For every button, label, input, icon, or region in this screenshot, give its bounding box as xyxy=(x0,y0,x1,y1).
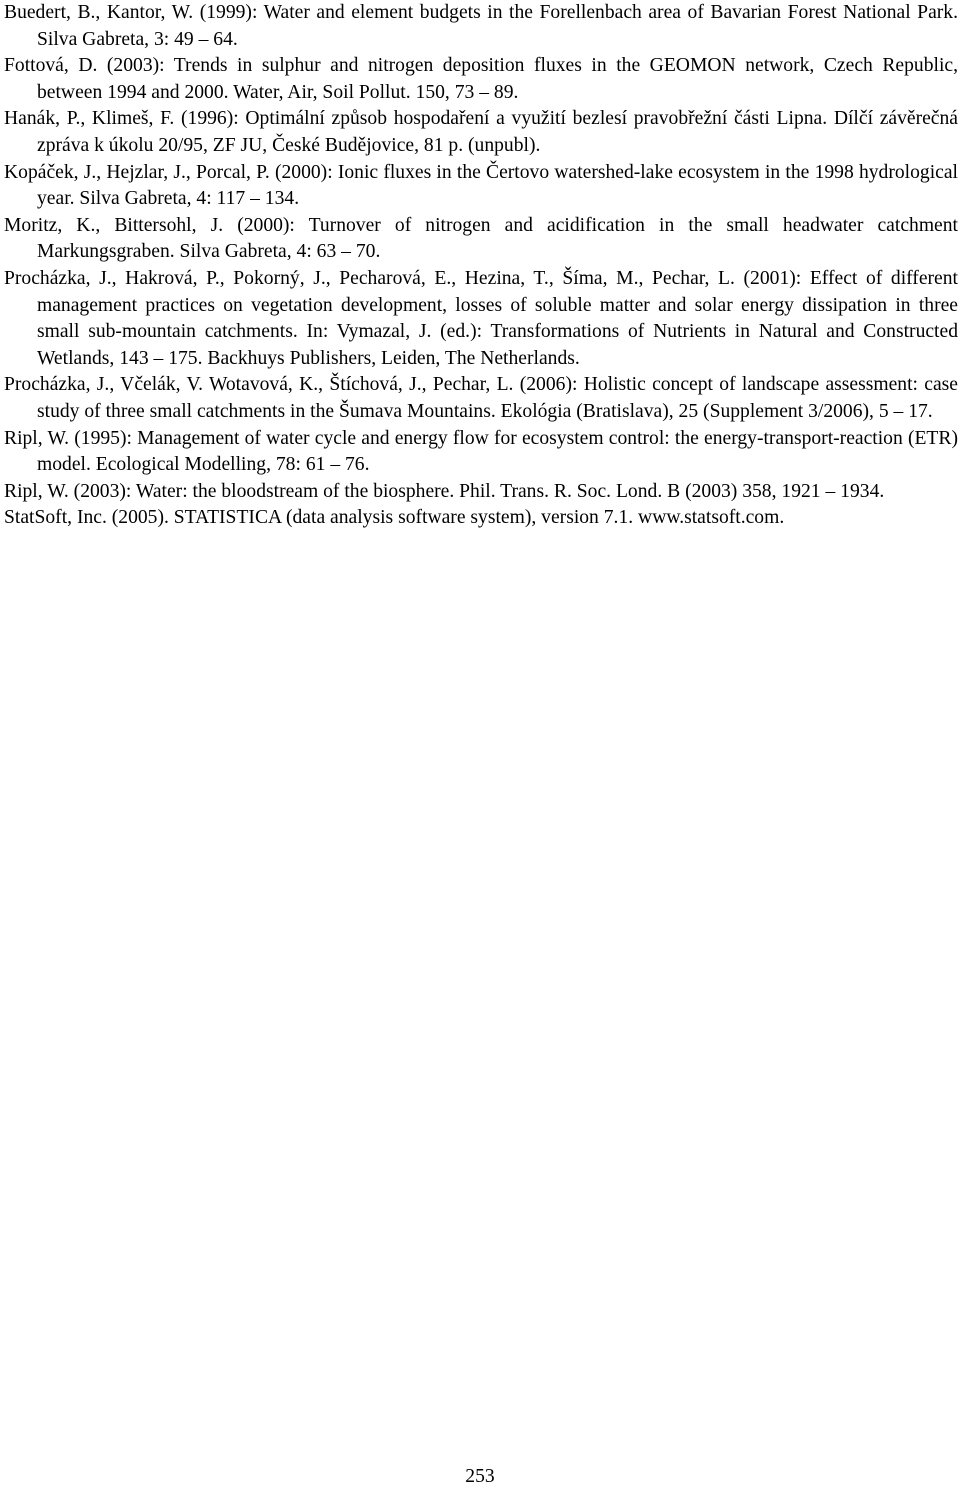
reference-fottova: Fottová, D. (2003): Trends in sulphur and nitrogen deposition fluxes in the GEOMON network, Czech Republic, between 1994 and 2000. Water, Air, Soil Pollut. 150, 73 – 89. xyxy=(4,55,958,103)
reference-statsoft: StatSoft, Inc. (2005). STATISTICA (data analysis software system), version 7.1. www.statsoft.com. xyxy=(4,507,785,529)
reference-ripl-1995: Ripl, W. (1995): Management of water cycle and energy flow for ecosystem control: the energy-transport-reaction (ETR) model. Ecological Modelling, 78: 61 – 76. xyxy=(4,427,958,476)
page-number: 253 xyxy=(465,1466,495,1487)
reference-kopacek: Kopáček, J., Hejzlar, J., Porcal, P. (2000): Ionic fluxes in the Čertovo watershed-lake ecosystem in the 1998 hydrological year. Silva Gabreta, 4: 117 – 134. xyxy=(4,161,958,210)
reference-ripl-2003: Ripl, W. (2003): Water: the bloodstream of the biosphere. Phil. Trans. R. Soc. Lond. B (2003) 358, 1921 – 1934. xyxy=(4,480,885,502)
reference-prochazka-2006: Procházka, J., Včelák, V. Wotavová, K., Štíchová, J., Pechar, L. (2006): Holistic concept of landscape assessment: case study of three small catchments in the Šumava Mountains. Ekológia (Bratislava), 25 (Supplement 3/2006), 5 – 17. xyxy=(4,374,958,422)
reference-prochazka-2001: Procházka, J., Hakrová, P., Pokorný, J., Pecharová, E., Hezina, T., Šíma, M., Pechar, L. (2001): Effect of different management practices on vegetation development, losses of soluble matter and solar energy dissipation in three small sub-mountain catchments. In: Vymazal, J. (ed.): Transformations of Nutrients in Natural and Constructed Wetlands, 143 – 175. Backhuys Publishers, Leiden, The Netherlands. xyxy=(4,267,958,369)
reference-list xyxy=(4,0,958,532)
reference-hanak: Hanák, P., Klimeš, F. (1996): Optimální způsob hospodaření a využití bezlesí pravobřežní části Lipna. Dílčí závěrečná zpráva k úkolu 20/95, ZF JU, České Budějovice, 81 p. (unpubl). xyxy=(4,108,958,156)
reference-buedert: Buedert, B., Kantor, W. (1999): Water and element budgets in the Forellenbach area of Bavarian Forest National Park. Silva Gabreta, 3: 49 – 64. xyxy=(4,2,958,50)
reference-moritz: Moritz, K., Bittersohl, J. (2000): Turnover of nitrogen and acidification in the small headwater catchment Markungsgraben. Silva Gabreta, 4: 63 – 70. xyxy=(4,214,958,263)
